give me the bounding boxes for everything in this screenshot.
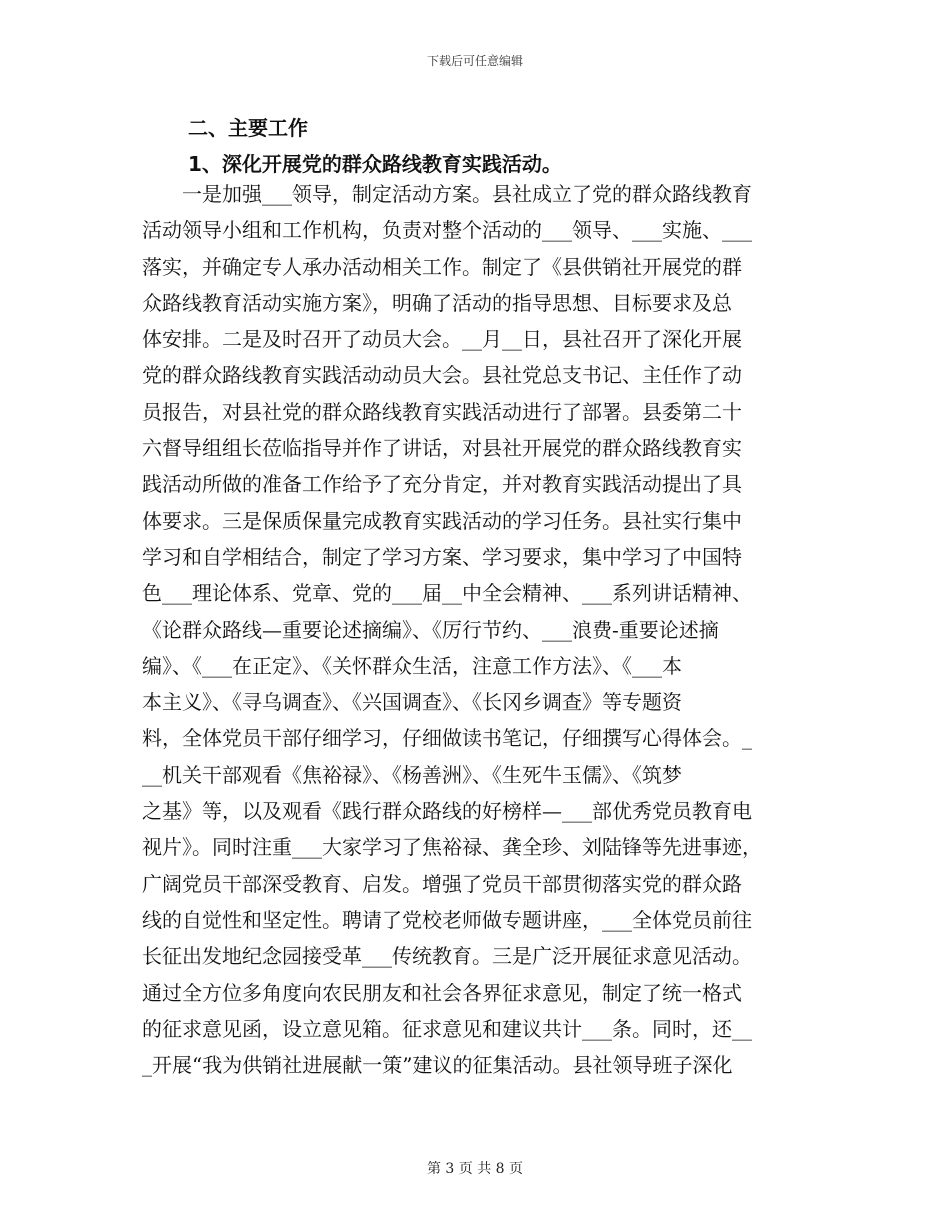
body-line: 学习和自学相结合，制定了学习方案、学习要求，集中学习了中国特: [142, 544, 742, 569]
body-line: 长征出发地纪念园接受革___传统教育。三是广泛开展征求意见活动。: [142, 944, 752, 969]
body-line: 体要求。三是保质保量完成教育实践活动的学习任务。县社实行集中: [142, 508, 742, 533]
body-line: _开展“我为供销社进展献一策”建议的征集活动。县社领导班子深化: [142, 1053, 733, 1078]
body-line: 色___理论体系、党章、党的___届__中全会精神、___系列讲话精神、: [142, 581, 752, 606]
body-line: 党的群众路线教育实践活动动员大会。县社党总支书记、主任作了动: [142, 363, 742, 388]
page-number: 第 3 页 共 8 页: [426, 1161, 524, 1177]
body-line: 落实，并确定专人承办活动相关工作。制定了《县供销社开展党的群: [142, 254, 742, 279]
body-line: 通过全方位多角度向农民朋友和社会各界征求意见，制定了统一格式: [142, 980, 742, 1005]
body-line: 一是加强___领导，制定活动方案。县社成立了党的群众路线教育: [142, 182, 752, 206]
body-line: 六督导组组长莅临指导并作了讲话，对县社开展党的群众路线教育实: [142, 436, 742, 461]
body-line: 广阔党员干部深受教育、启发。增强了党员干部贯彻落实党的群众路: [142, 871, 742, 896]
body-line: 本主义》、《寻乌调查》、《兴国调查》、《长冈乡调查》等专题资: [142, 690, 682, 715]
body-line: 的征求意见函，设立意见箱。征求意见和建议共计___条。同时，还__: [142, 1016, 752, 1041]
body-line: 之基》等，以及观看《践行群众路线的好榜样—___部优秀党员教育电: [142, 799, 752, 824]
body-paragraph: [142, 176, 822, 1083]
body-line: 践活动所做的准备工作给予了充分肯定，并对教育实践活动提出了具: [142, 472, 742, 497]
section-heading: 二、主要工作: [188, 116, 308, 140]
body-line: 编》、《___在正定》、《关怀群众生活，注意工作方法》、《___本: [142, 653, 682, 678]
body-line: 《论群众路线—重要论述摘编》、《厉行节约、___浪费-重要论述摘: [142, 617, 719, 642]
body-line: __机关干部观看《焦裕禄》、《杨善洲》、《生死牛玉儒》、《筑梦: [142, 762, 682, 787]
body-line: 体安排。二是及时召开了动员大会。__月__日，县社召开了深化开展: [142, 327, 742, 352]
body-line: 线的自觉性和坚定性。聘请了党校老师做专题讲座，___全体党员前往: [142, 907, 752, 932]
subsection-heading: 1、深化开展党的群众路线教育实践活动。: [188, 152, 562, 176]
body-line: 视片》。同时注重___大家学习了焦裕禄、龚全珍、刘陆锋等先进事迹，: [142, 835, 762, 860]
body-line: 料，全体党员干部仔细学习，仔细做读书笔记，仔细撰写心得体会。_: [142, 726, 752, 751]
body-line: 众路线教育活动实施方案》，明确了活动的指导思想、目标要求及总: [142, 290, 732, 315]
body-line: 活动领导小组和工作机构，负责对整个活动的___领导、___实施、___: [142, 218, 752, 243]
body-line: 员报告，对县社党的群众路线教育实践活动进行了部署。县委第二十: [142, 399, 742, 424]
header-note: 下载后可任意编辑: [426, 54, 523, 68]
